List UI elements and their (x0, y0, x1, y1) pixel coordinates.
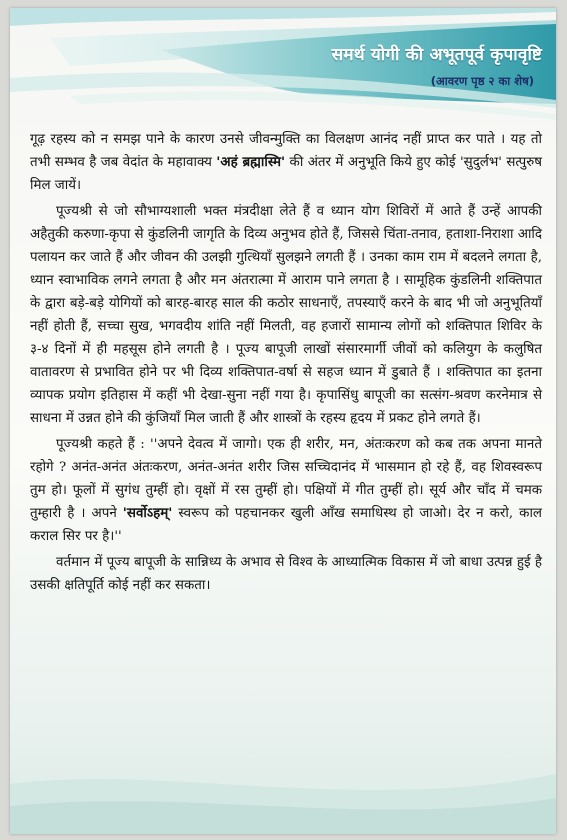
paragraph-4: वर्तमान में पूज्य बापूजी के सान्निध्य के अभाव से विश्व के आध्यात्मिक विकास में जो बाधा उत्पन्न हुई है उसकी क्षतिपूर्ति कोई नहीं कर सकता। (30, 555, 542, 593)
highlighted-term: 'अहं ब्रह्मास्मि' (216, 154, 286, 170)
paragraph-3: पूज्यश्री कहते हैं : ''अपने देवत्व में जागो। एक ही शरीर, मन, अंतःकरण को कब तक अपना मानते रहोगे ? अनंत-अनंत अंतःकरण, अनंत-अनंत शरीर जिस सच्चिदानंद में भासमान हो रहे हैं, वह शिवस्वरूप तुम हो। फूलों में सुगंध तुम्हीं हो। वृक्षों में रस तुम्हीं हो। पक्षियों में गीत तुम्हीं हो। सूर्य और चाँद में चमक तुम्हारी है । अपने 'सर्वोऽहम्' स्वरूप को पहचानकर खुली आँख समाधिस्थ हो जाओ। देर न करो, काल कराल सिर पर है।'' (30, 437, 542, 544)
page-title: समर्थ योगी की अभूतपूर्व कृपावृष्टि (331, 45, 542, 65)
highlighted-term: 'सर्वोऽहम्' (122, 505, 173, 521)
article-body (30, 128, 542, 597)
paragraph-1: गूढ़ रहस्य को न समझ पाने के कारण उनसे जीवन्मुक्ति का विलक्षण आनंद नहीं प्राप्त कर पाते । यह तो तभी सम्भव है जब वेदांत के महावाक्य 'अहं ब्रह्मास्मि' की अंतर में अनुभूति किये हुए कोई 'सुदुर्लभ' सत्पुरुष मिल जायें। (30, 132, 542, 193)
page (10, 8, 556, 834)
footer-wave (10, 744, 556, 834)
header-banner (10, 8, 556, 133)
paragraph-2: पूज्यश्री से जो सौभाग्यशाली भक्त मंत्रदीक्षा लेते हैं व ध्यान योग शिविरों में आते हैं उन्हें आपकी अहैतुकी करुणा-कृपा से कुंडलिनी जागृति के दिव्य अनुभव होते हैं, जिससे चिंता-तनाव, हताशा-निराशा आदि पलायन कर जाते हैं और जीवन की उलझी गुत्थियाँ सुलझने लगती हैं । उनका काम राम में बदलने लगता है, ध्यान स्वाभाविक लगने लगता है और मन अंतरात्मा में आराम पाने लगता है । सामूहिक कुंडलिनी शक्तिपात के द्वारा बड़े-बड़े योगियों को बारह-बारह साल की कठोर साधनाएँ, तपस्याएँ करने के बाद भी जो अनुभूतियाँ नहीं होती हैं, सच्चा सुख, भगवदीय शांति नहीं मिलती, वह हजारों सामान्य लोगों को शक्तिपात शिविर के ३-४ दिनों में ही महसूस होने लगती है । पूज्य बापूजी लाखों संसारमार्गी जीवों को कलियुग के कलुषित वातावरण से प्रभावित होने पर भी दिव्य शक्तिपात-वर्षा से सहज ध्यान में डुबाते हैं । शक्तिपात का इतना व्यापक प्रयोग इतिहास में कहीं भी देखा-सुना नहीं गया है। कृपासिंधु बापूजी का सत्संग-श्रवण करनेमात्र से साधना में उन्नत होने की कुंजियाँ मिल जाती हैं और शास्त्रों के रहस्य हृदय में प्रकट होने लगते हैं। (30, 204, 543, 426)
continuation-note: (आवरण पृष्ठ २ का शेष) (430, 74, 534, 88)
